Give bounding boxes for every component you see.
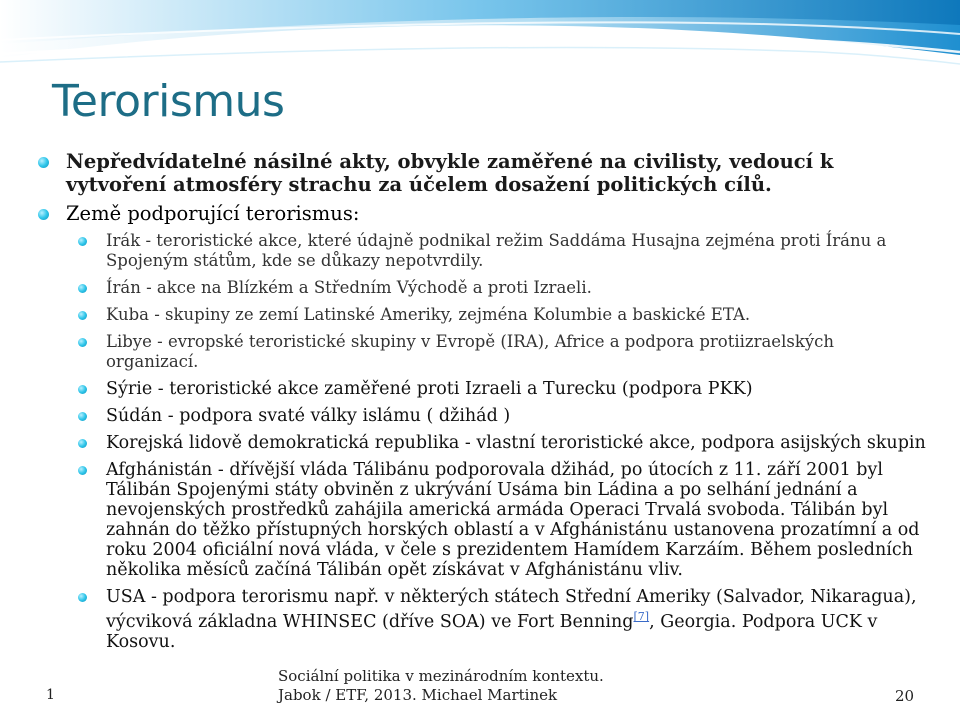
- header-wave-decoration: [0, 0, 960, 80]
- bullet-dot-icon: [78, 311, 87, 320]
- footer-text: [278, 667, 604, 705]
- slide-title: Terorismus: [52, 76, 285, 127]
- sub-bullet-text: Súdán - podpora svaté války islámu ( džihád ): [106, 406, 511, 426]
- sub-bullet-irak: [36, 231, 926, 271]
- page-number: 20: [895, 687, 915, 705]
- footer-line-2: Jabok / ETF, 2013. Michael Martinek: [278, 686, 558, 704]
- bullet-dot-icon: [78, 338, 87, 347]
- bullet-dot-icon: [38, 157, 49, 168]
- reference-link[interactable]: [7]: [633, 610, 650, 623]
- sub-bullet-text: Korejská lidově demokratická republika - vlastní teroristické akce, podpora asijských skupin: [106, 433, 926, 453]
- sub-bullet-korea: [36, 433, 926, 453]
- sub-bullet-text: Sýrie - teroristické akce zaměřené proti Izraeli a Turecku (podpora PKK): [106, 379, 753, 399]
- bullet-dot-icon: [78, 412, 87, 421]
- sub-bullet-text: Írán - akce na Blízkém a Středním Východě a proti Izraeli.: [106, 278, 592, 297]
- bullet-dot-icon: [38, 209, 49, 220]
- bullet-dot-icon: [78, 237, 87, 246]
- footer-left-number: 1: [46, 687, 55, 703]
- bullet-dot-icon: [78, 439, 87, 448]
- sub-bullet-syrie: [36, 379, 926, 399]
- bullet-dot-icon: [78, 385, 87, 394]
- sub-bullet-libye: [36, 332, 926, 372]
- sub-bullet-sudan: [36, 406, 926, 426]
- bullet-countries-heading: [36, 202, 926, 225]
- footer-line-1: Sociální politika v mezinárodním kontextu.: [278, 667, 604, 685]
- sub-bullet-usa: [36, 587, 926, 652]
- sub-bullet-iran: [36, 278, 926, 298]
- sub-bullet-text: Afghánistán - dřívější vláda Tálibánu podporovala džihád, po útocích z 11. září 2001 byl Tálibán Spojenými státy obviněn z ukrývání Usáma bin Ládina a po selhání jednání a nevojenských prostředků zahájila americká armáda Operaci Trvalá svoboda. Tálibán byl zahnán do těžko přístupných horských oblastí a v Afghánistánu ustanovena prozatímní a od roku 2004 oficiální nová vláda, v čele s prezidentem Hamídem Karzáím. Během posledních několika měsíců začíná Tálibán opět získávat v Afghánistánu vliv.: [106, 460, 920, 580]
- sub-bullet-text: Kuba - skupiny ze zemí Latinské Ameriky, zejména Kolumbie a baskické ETA.: [106, 305, 751, 324]
- sub-bullet-text: , Georgia. Podpora UCK v Kosovu.: [106, 611, 878, 652]
- sub-bullet-afghanistan: [36, 460, 926, 580]
- slide-content: [36, 150, 926, 659]
- sub-bullet-text: USA - podpora terorismu např. v některých státech Střední Ameriky (Salvador, Nikaragua), výcviková základna WHINSEC (dříve SOA) ve Fort Benning: [106, 587, 917, 632]
- sub-bullet-kuba: [36, 305, 926, 325]
- bullet-text: Země podporující terorismus:: [66, 202, 360, 225]
- bullet-dot-icon: [78, 284, 87, 293]
- bullet-dot-icon: [78, 593, 87, 602]
- bullet-dot-icon: [78, 466, 87, 475]
- sub-bullet-text: Libye - evropské teroristické skupiny v Evropě (IRA), Africe a podpora protiizraelských organizací.: [106, 332, 835, 371]
- bullet-definition: [36, 150, 926, 196]
- sub-bullet-text: Irák - teroristické akce, které údajně podnikal režim Saddáma Husajna zejména proti Íránu a Spojeným státům, kde se důkazy nepotvrdily.: [106, 231, 887, 270]
- bullet-text: Nepředvídatelné násilné akty, obvykle zaměřené na civilisty, vedoucí k vytvoření atmosféry strachu za účelem dosažení politických cílů.: [66, 150, 834, 196]
